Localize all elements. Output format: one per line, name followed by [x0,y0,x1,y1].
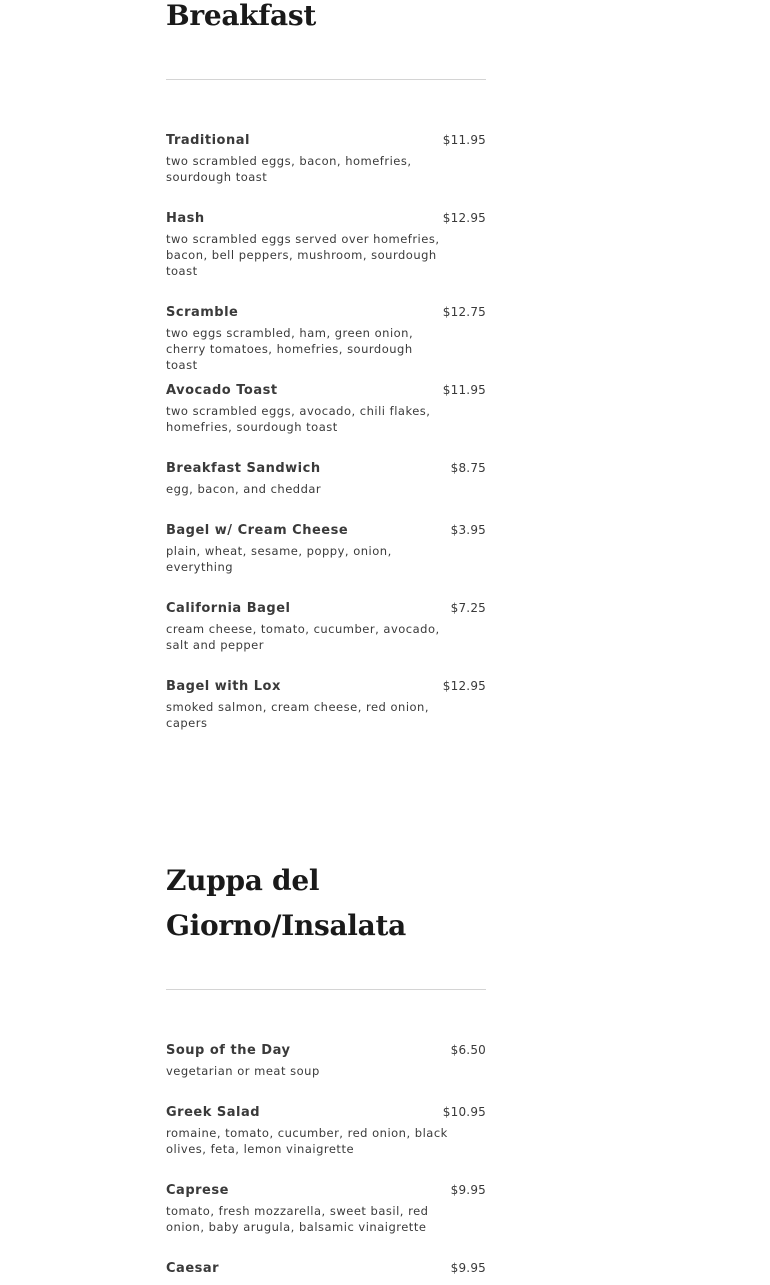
menu-item-caesar [166,1261,486,1277]
item-name: Traditional [166,133,250,148]
item-price: $8.75 [450,461,486,475]
section-divider [166,989,486,990]
item-name: Hash [166,211,205,226]
section-divider [166,79,486,80]
item-name: Caprese [166,1183,229,1198]
menu-item-caprese [166,1183,486,1235]
item-description: two scrambled eggs served over homefries, bacon, bell peppers, mushroom, sourdough toast [166,232,440,278]
item-name: Soup of the Day [166,1043,291,1058]
item-name: Greek Salad [166,1105,261,1120]
item-name: Scramble [166,305,239,320]
item-name: Breakfast Sandwich [166,461,321,476]
item-price: $12.95 [442,211,486,225]
menu-item-soup-of-the-day [166,1043,486,1079]
item-name: California Bagel [166,601,291,616]
menu-item-california-bagel [166,601,486,653]
item-description: egg, bacon, and cheddar [166,482,322,496]
item-name: Bagel w/ Cream Cheese [166,523,349,538]
menu-item-breakfast-sandwich [166,461,486,497]
menu-item-hash [166,211,486,279]
section-title-zuppa: Zuppa del Giorno/Insalata [166,864,406,942]
item-price: $11.95 [442,383,486,397]
item-price: $12.75 [442,305,486,319]
item-description: two scrambled eggs, bacon, homefries, sourdough toast [166,154,412,184]
item-name: Caesar [166,1261,220,1276]
menu-item-avocado-toast [166,383,486,435]
menu-item-scramble [166,305,486,373]
item-description: smoked salmon, cream cheese, red onion, capers [166,700,430,730]
item-description: plain, wheat, sesame, poppy, onion, everything [166,544,392,574]
section-title-breakfast: Breakfast [166,0,316,32]
item-price: $12.95 [442,679,486,693]
item-price: $9.95 [450,1183,486,1197]
menu-item-bagel-with-lox [166,679,486,731]
item-description: vegetarian or meat soup [166,1064,320,1078]
item-description: two scrambled eggs, avocado, chili flakes, homefries, sourdough toast [166,404,431,434]
item-price: $3.95 [450,523,486,537]
item-price: $10.95 [442,1105,486,1119]
menu-item-greek-salad [166,1105,486,1157]
item-price: $11.95 [442,133,486,147]
item-description: tomato, fresh mozzarella, sweet basil, red onion, baby arugula, balsamic vinaigrette [166,1204,429,1234]
item-name: Avocado Toast [166,383,278,398]
item-description: two eggs scrambled, ham, green onion, cherry tomatoes, homefries, sourdough toast [166,326,414,372]
item-price: $7.25 [450,601,486,615]
item-description: romaine, tomato, cucumber, red onion, black olives, feta, lemon vinaigrette [166,1126,448,1156]
item-price: $6.50 [450,1043,486,1057]
item-description: cream cheese, tomato, cucumber, avocado, salt and pepper [166,622,440,652]
menu-item-traditional [166,133,486,185]
item-name: Bagel with Lox [166,679,281,694]
item-price: $9.95 [450,1261,486,1275]
menu-item-bagel-cream-cheese [166,523,486,575]
